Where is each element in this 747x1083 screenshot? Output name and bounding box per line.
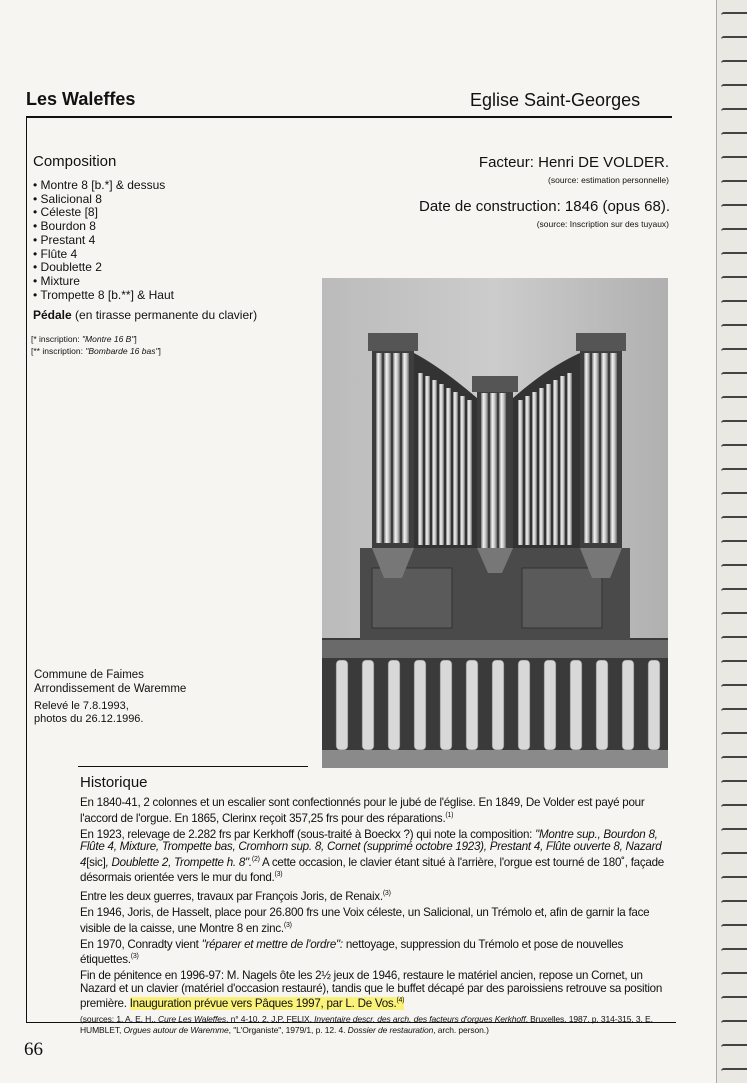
history-paragraph <box>80 888 675 903</box>
binding-coil <box>721 396 747 403</box>
binding-coil <box>721 708 747 715</box>
binding-coil <box>721 420 747 427</box>
binding-coil <box>721 1044 747 1051</box>
source-text: , Bruxelles, 1987, p. 314-315. 3. E. HUMBLET, <box>80 1014 653 1035</box>
quoted-text: "réparer et mettre de l'ordre": <box>201 937 343 951</box>
binding-coil <box>721 852 747 859</box>
source-text: , arch. person.) <box>433 1024 489 1035</box>
frame-left-rule <box>26 118 27 1023</box>
stop-item: • Mixture <box>33 275 174 289</box>
church-title: Eglise Saint-Georges <box>470 90 641 110</box>
source-title: Orgues autour de Waremme <box>123 1024 229 1035</box>
note-suffix: ] <box>134 334 137 344</box>
history-paragraph <box>80 797 675 825</box>
binding-coil <box>721 132 747 139</box>
facteur-label: Facteur: <box>478 154 534 171</box>
source-text: , n° 4-10. 2. J.P. FELIX, <box>226 1014 315 1025</box>
binding-coil <box>721 348 747 355</box>
sources-note <box>80 1014 675 1035</box>
note-bombarde <box>31 345 161 357</box>
history-text: Fin de pénitence en 1996-97: M. Nagels ôte les 2½ jeux de 1946, restaure le matériel ancien, repose un Cornet, un Nazard et un clavier (matériel d'occasion restauré), tandis que le buffet décapé par des paroissiens retrouve sa position première. <box>80 969 663 1011</box>
location-block <box>34 668 186 696</box>
binding-coil <box>721 636 747 643</box>
history-paragraph <box>80 939 675 967</box>
binding-coil <box>721 948 747 955</box>
history-text: Inauguration prévue vers Pâques 1997, par L. De Vos. <box>129 997 397 1011</box>
binding-coil <box>721 540 747 547</box>
footnote-ref: (1) <box>445 811 454 819</box>
history-paragraph <box>80 970 675 1011</box>
footnote-ref: (4) <box>396 997 405 1005</box>
footnote-ref: (3) <box>283 921 292 929</box>
binding-coil <box>721 468 747 475</box>
arrondissement: Arrondissement de Waremme <box>34 683 187 695</box>
binding-coil <box>721 564 747 571</box>
binding-coil <box>721 900 747 907</box>
binding-coil <box>721 12 747 19</box>
pedale-text: (en tirasse permanente du clavier) <box>71 308 258 322</box>
binding-coil <box>721 732 747 739</box>
source-title: Inventaire descr. des arch. des facteurs d'orgues Kerkhoff <box>314 1014 526 1025</box>
quoted-composition: "Montre sup., Bourdon 8, Flûte 4, Mixture, Trompette bas, Cromhorn sup. 8, Cornet (supprimé octobre 1923), Prestant 4, Flûte ouverte 8, Nazard 4 <box>80 827 662 869</box>
pedale-label: Pédale <box>33 308 72 322</box>
construction-label: Date de construction: <box>419 198 561 215</box>
binding-coil <box>721 828 747 835</box>
source-text: (sources: 1. A. E. H., <box>80 1014 159 1025</box>
stop-list <box>33 179 174 302</box>
binding-coil <box>721 972 747 979</box>
binding-coil <box>721 660 747 667</box>
note-montre <box>31 333 161 345</box>
inscription-notes <box>31 333 161 357</box>
source-text: , "L'Organiste", 1979/1, p. 12. 4. <box>228 1024 348 1035</box>
note-prefix: [* inscription: <box>31 334 83 344</box>
stop-item: • Trompette 8 [b.**] & Haut <box>33 289 174 303</box>
pedale-line <box>33 308 257 322</box>
footnote-ref: (3) <box>130 953 139 961</box>
stop-item: • Doublette 2 <box>33 261 174 275</box>
historique-heading: Historique <box>80 774 148 791</box>
page-number: 66 <box>24 1039 43 1060</box>
binding-coil <box>721 1020 747 1027</box>
binding-coil <box>721 924 747 931</box>
quoted-composition: , Doublette 2, Trompette h. 8". <box>105 855 252 869</box>
facteur-source: (source: estimation personnelle) <box>548 175 669 185</box>
binding-coil <box>721 372 747 379</box>
facteur-name: Henri DE VOLDER. <box>538 154 669 171</box>
header-rule <box>26 116 672 118</box>
binding-coil <box>721 444 747 451</box>
history-text: A cette occasion, le clavier étant situé à l'arrière, l'orgue est tourné de 180˚, façade désormais orientée vers le mur du fond. <box>80 855 665 885</box>
binding-coil <box>721 516 747 523</box>
commune: Commune de Faimes <box>34 669 144 681</box>
history-paragraph <box>80 829 675 885</box>
historique-body <box>80 797 675 1039</box>
history-text: nettoyage, suppression du Trémolo et pose de nouvelles étiquettes. <box>80 937 624 967</box>
history-text: En 1970, Conradty vient <box>80 937 202 951</box>
survey-dates <box>34 700 143 726</box>
stop-item: • Salicional 8 <box>33 193 174 207</box>
note-suffix: ] <box>158 346 161 356</box>
binding-coil <box>721 36 747 43</box>
binding-coil <box>721 492 747 499</box>
footnote-ref: (3) <box>274 871 283 879</box>
footnote-ref: (2) <box>251 855 260 863</box>
source-title: Cure Les Waleffes <box>158 1014 227 1025</box>
binding-coil <box>721 804 747 811</box>
binding-coil <box>721 108 747 115</box>
binding-coil <box>721 324 747 331</box>
stop-item: • Montre 8 [b.*] & dessus <box>33 179 174 193</box>
binding-coil <box>721 588 747 595</box>
spiral-binding <box>716 0 747 1083</box>
binding-coil <box>721 228 747 235</box>
sic-mark: [sic] <box>86 855 106 869</box>
note-value: "Montre 16 B" <box>82 334 135 344</box>
binding-coil <box>721 780 747 787</box>
stop-item: • Flûte 4 <box>33 248 174 262</box>
locality-title: Les Waleffes <box>26 89 136 109</box>
binding-coil <box>721 156 747 163</box>
source-title: Dossier de restauration <box>347 1024 434 1035</box>
history-text: Entre les deux guerres, travaux par François Joris, de Renaix. <box>80 890 383 903</box>
releve-date: Relevé le 7.8.1993, <box>34 700 129 712</box>
note-prefix: [** inscription: <box>31 346 86 356</box>
binding-coil <box>721 1068 747 1075</box>
history-paragraph <box>80 907 675 935</box>
binding-coil <box>721 204 747 211</box>
history-text: En 1840-41, 2 colonnes et un escalier sont confectionnés pour le jubé de l'église. En 1849, De Volder est payé pour l'accord de l'orgue. En 1865, Clerinx reçoit 357,25 frs pour des réparations. <box>80 796 645 825</box>
history-text: En 1923, relevage de 2.282 frs par Kerkhoff (sous-traité à Boeckx ?) qui note la composition: <box>80 827 536 841</box>
binding-coil <box>721 756 747 763</box>
binding-coil <box>721 84 747 91</box>
binding-coil <box>721 300 747 307</box>
note-value: "Bombarde 16 bas" <box>85 346 159 356</box>
composition-heading: Composition <box>33 153 117 170</box>
binding-coil <box>721 60 747 67</box>
binding-coil <box>721 876 747 883</box>
footnote-ref: (3) <box>382 890 391 898</box>
binding-coil <box>721 996 747 1003</box>
binding-coil <box>721 684 747 691</box>
highlighted-inauguration <box>130 997 405 1010</box>
stop-item: • Bourdon 8 <box>33 220 174 234</box>
binding-coil <box>721 276 747 283</box>
binding-coil <box>721 180 747 187</box>
facteur-line <box>474 154 669 171</box>
construction-line <box>390 198 670 215</box>
historique-rule <box>78 766 308 767</box>
photo-date: photos du 26.12.1996. <box>34 713 144 725</box>
construction-value: 1846 (opus 68). <box>564 198 670 215</box>
binding-coil <box>721 612 747 619</box>
stop-item: • Prestant 4 <box>33 234 174 248</box>
history-text: En 1946, Joris, de Hasselt, place pour 26.800 frs une Voix céleste, un Salicional, un Trémolo et, afin de garnir la face visible de la caisse, une Montre 8 en zinc. <box>80 906 650 935</box>
organ-photo <box>322 278 668 768</box>
binding-coil <box>721 252 747 259</box>
stop-item: • Céleste [8] <box>33 206 174 220</box>
construction-source: (source: Inscription sur des tuyaux) <box>536 219 669 229</box>
